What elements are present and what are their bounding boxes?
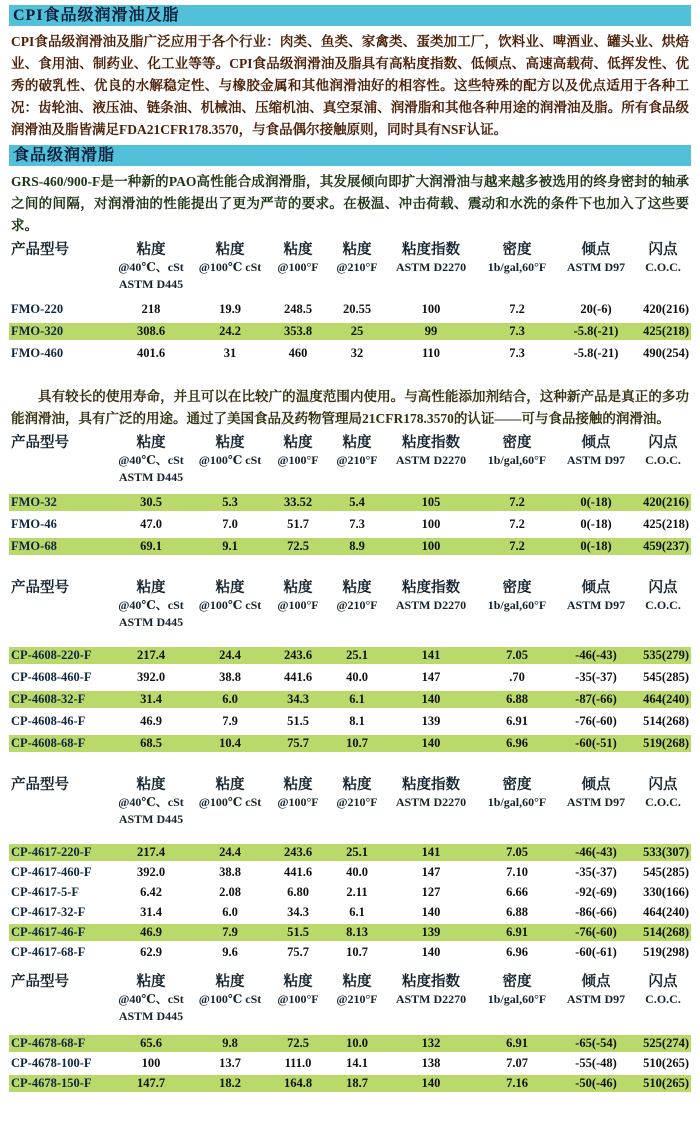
- table-cell: 7.2: [509, 539, 525, 553]
- table-cell: 6.1: [349, 905, 365, 919]
- table-cell: 140: [421, 1076, 441, 1090]
- column-header: 粘度 @100℃ cSt: [198, 974, 262, 1006]
- table-cell: 32: [350, 346, 364, 360]
- table-cell: 138: [421, 1056, 441, 1070]
- product-model-cell: CP-4617-220-F: [11, 845, 92, 859]
- table-cell: 13.7: [219, 1056, 241, 1070]
- table-row: [9, 669, 691, 686]
- table-cell: 20.55: [342, 302, 372, 316]
- product-model-cell: CP-4678-68-F: [11, 1036, 86, 1050]
- column-header: 粘度 @100℃ cSt: [198, 435, 262, 467]
- product-model-cell: CP-4617-460-F: [11, 865, 92, 879]
- table-cell: 441.6: [283, 670, 313, 684]
- product-model-cell: CP-4608-460-F: [11, 670, 92, 684]
- table-cell: 510(265): [643, 1056, 689, 1070]
- table-cell: 105: [421, 495, 441, 509]
- table-cell: -46(-43): [575, 845, 617, 859]
- table-cell: 72.5: [287, 539, 309, 553]
- fmo-heavy-table: [9, 241, 691, 362]
- table-cell: 248.5: [283, 302, 313, 316]
- table-cell: 9.8: [222, 1036, 238, 1050]
- table-cell: 460: [288, 346, 308, 360]
- table-cell: 6.91: [506, 714, 528, 728]
- table-cell: 18.7: [346, 1076, 368, 1090]
- table-cell: 514(268): [643, 925, 689, 939]
- table-header-row: [9, 776, 691, 828]
- table-cell: 6.1: [349, 692, 365, 706]
- column-header: 产品型号: [11, 974, 69, 990]
- column-header: 粘度 @100°F: [277, 777, 319, 809]
- table-cell: 68.5: [140, 736, 162, 750]
- column-header: 粘度指数 ASTM D2270: [395, 974, 467, 1006]
- product-model-cell: FMO-320: [11, 324, 64, 338]
- product-model-cell: FMO-220: [11, 302, 64, 316]
- column-header: 倾点 ASTM D97: [566, 580, 626, 612]
- table-row: [9, 904, 691, 921]
- table-cell: 110: [421, 346, 441, 360]
- table-row: [9, 516, 691, 533]
- table-cell: 7.9: [222, 714, 238, 728]
- table-row: [9, 647, 691, 664]
- product-model-cell: CP-4617-32-F: [11, 905, 86, 919]
- table-cell: 164.8: [283, 1076, 313, 1090]
- table-cell: 31: [223, 346, 237, 360]
- product-model-cell: FMO-460: [11, 346, 64, 360]
- table-cell: -65(-54): [575, 1036, 617, 1050]
- table-cell: 9.6: [222, 945, 238, 959]
- table-cell: 147: [421, 670, 441, 684]
- column-header: 粘度 @100°F: [277, 580, 319, 612]
- column-header: 粘度 @210°F: [336, 435, 378, 467]
- table-cell: 514(268): [643, 714, 689, 728]
- table-cell: 7.10: [506, 865, 528, 879]
- table-cell: -86(-66): [575, 905, 617, 919]
- section-header-oils-title: CPI食品级润滑油及脂: [13, 7, 180, 24]
- table-cell: 401.6: [136, 346, 166, 360]
- table-header-row: [9, 434, 691, 486]
- product-model-cell: CP-4678-150-F: [11, 1076, 92, 1090]
- section-header-grease: [9, 145, 691, 166]
- table-cell: 545(285): [643, 670, 689, 684]
- table-cell: 100: [141, 1056, 161, 1070]
- table-row: [9, 538, 691, 555]
- table-cell: -76(-60): [575, 925, 617, 939]
- table-cell: 65.6: [140, 1036, 162, 1050]
- table-cell: 7.2: [509, 302, 525, 316]
- table-cell: 392.0: [136, 865, 166, 879]
- column-header: 粘度 @100℃ cSt: [198, 580, 262, 612]
- table-cell: 9.1: [222, 539, 238, 553]
- table-row: [9, 944, 691, 961]
- table-cell: 7.9: [222, 925, 238, 939]
- table-cell: 6.88: [506, 692, 528, 706]
- product-model-cell: FMO-32: [11, 495, 57, 509]
- table-cell: 6.0: [222, 692, 238, 706]
- table-cell: 10.4: [219, 736, 241, 750]
- table-cell: 40.0: [346, 865, 368, 879]
- table-cell: 75.7: [287, 945, 309, 959]
- table-cell: 25.1: [346, 845, 368, 859]
- table-cell: 100: [421, 539, 441, 553]
- table-row: [9, 301, 691, 318]
- table-cell: 10.7: [346, 736, 368, 750]
- column-header: 粘度 @210°F: [336, 242, 378, 274]
- column-header: 粘度 @100°F: [277, 435, 319, 467]
- table-cell: 100: [421, 302, 441, 316]
- table-cell: 147: [421, 865, 441, 879]
- table-cell: 510(265): [643, 1076, 689, 1090]
- table-cell: 141: [421, 845, 441, 859]
- table-cell: 5.4: [349, 495, 365, 509]
- table-row: [9, 1035, 691, 1052]
- table-cell: 525(274): [643, 1036, 689, 1050]
- table-cell: 38.8: [219, 865, 241, 879]
- table-cell: 7.3: [509, 324, 525, 338]
- table-cell: 6.66: [506, 885, 528, 899]
- table-cell: 139: [421, 714, 441, 728]
- table-cell: 111.0: [284, 1056, 312, 1070]
- table-row: [9, 345, 691, 362]
- table-cell: 535(279): [643, 648, 689, 662]
- column-header: 倾点 ASTM D97: [566, 974, 626, 1006]
- column-header: 产品型号: [11, 242, 69, 258]
- table-cell: 7.16: [506, 1076, 528, 1090]
- table-header-row: [9, 973, 691, 1025]
- table-header-row: [9, 241, 691, 293]
- product-model-cell: CP-4608-68-F: [11, 736, 86, 750]
- table-cell: 25.1: [346, 648, 368, 662]
- table-cell: -5.8(-21): [573, 324, 619, 338]
- table-cell: 30.5: [140, 495, 162, 509]
- table-row: [9, 735, 691, 752]
- table-row: [9, 1075, 691, 1092]
- column-header: 粘度指数 ASTM D2270: [395, 242, 467, 274]
- table-cell: 7.2: [509, 495, 525, 509]
- table-cell: 34.3: [287, 905, 309, 919]
- table-row: [9, 844, 691, 861]
- column-header: 粘度 @100℃ cSt: [198, 777, 262, 809]
- column-header: 闪点 C.O.C.: [645, 242, 681, 274]
- column-header: 粘度 @40℃、cSt ASTM D445: [118, 974, 184, 1023]
- column-header: 粘度 @40℃、cSt ASTM D445: [118, 435, 184, 484]
- table-cell: 7.05: [506, 845, 528, 859]
- column-header: 倾点 ASTM D97: [566, 777, 626, 809]
- table-cell: 6.0: [222, 905, 238, 919]
- table-cell: 464(240): [643, 905, 689, 919]
- table-cell: 62.9: [140, 945, 162, 959]
- table-cell: 330(166): [643, 885, 689, 899]
- table-cell: 38.8: [219, 670, 241, 684]
- table-cell: 7.05: [506, 648, 528, 662]
- product-model-cell: FMO-68: [11, 539, 57, 553]
- table-row: [9, 884, 691, 901]
- table-cell: -76(-60): [575, 714, 617, 728]
- table-cell: 420(216): [643, 302, 689, 316]
- table-cell: 6.91: [506, 1036, 528, 1050]
- table-cell: 51.5: [287, 714, 309, 728]
- table-cell: 6.80: [287, 885, 309, 899]
- table-cell: 140: [421, 945, 441, 959]
- table-header-row: [9, 579, 691, 631]
- table-cell: 425(218): [643, 324, 689, 338]
- column-header: 粘度 @40℃、cSt ASTM D445: [118, 580, 184, 629]
- table-cell: 6.42: [140, 885, 162, 899]
- table-cell: 140: [421, 692, 441, 706]
- column-header: 密度 1b/gal,60°F: [487, 580, 547, 612]
- cp4617-table: [9, 776, 691, 961]
- table-cell: 0(-18): [580, 539, 612, 553]
- cp4608-table: [9, 579, 691, 752]
- table-cell: 127: [421, 885, 441, 899]
- table-cell: 25: [350, 324, 364, 338]
- table-cell: 19.9: [219, 302, 241, 316]
- table-row: [9, 864, 691, 881]
- table-row: [9, 1055, 691, 1072]
- column-header: 闪点 C.O.C.: [645, 435, 681, 467]
- table-cell: 51.5: [287, 925, 309, 939]
- table-cell: 147.7: [136, 1076, 166, 1090]
- table-cell: 31.4: [140, 905, 162, 919]
- column-header: 倾点 ASTM D97: [566, 242, 626, 274]
- table-cell: 18.2: [219, 1076, 241, 1090]
- table-cell: -60(-61): [575, 945, 617, 959]
- section-header-oils: [9, 5, 691, 26]
- table-cell: 34.3: [287, 692, 309, 706]
- column-header: 倾点 ASTM D97: [566, 435, 626, 467]
- table-row: [9, 323, 691, 340]
- usage-paragraph: 具有较长的使用寿命，并且可以在比较广的温度范围内使用。与高性能添加剂结合，这种新产品是真正的多功能润滑油，具有广泛的用途。通过了美国食品及药物管理局21CFR178.3570的认证——可与食品接触的润滑油。: [11, 389, 689, 426]
- column-header: 粘度指数 ASTM D2270: [395, 580, 467, 612]
- column-header: 闪点 C.O.C.: [645, 974, 681, 1006]
- table-cell: 519(298): [643, 945, 689, 959]
- table-cell: 31.4: [140, 692, 162, 706]
- table-cell: 24.4: [219, 845, 241, 859]
- table-cell: 5.3: [222, 495, 238, 509]
- table-row: [9, 691, 691, 708]
- table-cell: .70: [509, 670, 525, 684]
- table-cell: 243.6: [283, 648, 313, 662]
- table-cell: 139: [421, 925, 441, 939]
- intro-paragraph: CPI食品级润滑油及脂广泛应用于各个行业：肉类、鱼类、家禽类、蛋类加工厂，饮料业、啤酒业、罐头业、烘焙业、食用油、制药业、化工业等等。CPI食品级润滑油及脂具有高粘度指数、低倾点、高速高载荷、低挥发性、优秀的破乳性、优良的水解稳定性、与橡胶金属和其他润滑油好的相容性。这些特殊的配方以及优点适用于各种工况：齿轮油、液压油、链条油、机械油、压缩机油、真空泵浦、润滑脂和其他各种用途的润滑油及脂。所有食品级润滑油及脂皆满足FDA21CFR178.3570，与食品偶尔接触原则，同时具有NSF认证。: [11, 34, 689, 137]
- table-cell: 140: [421, 905, 441, 919]
- table-cell: 243.6: [283, 845, 313, 859]
- table-cell: 308.6: [136, 324, 166, 338]
- table-cell: 100: [421, 517, 441, 531]
- table-cell: 459(237): [643, 539, 689, 553]
- product-model-cell: CP-4617-46-F: [11, 925, 86, 939]
- table-cell: -55(-48): [575, 1056, 617, 1070]
- table-row: [9, 494, 691, 511]
- table-cell: 6.96: [506, 736, 528, 750]
- cp4678-table: [9, 973, 691, 1092]
- table-cell: 69.1: [140, 539, 162, 553]
- table-cell: 24.4: [219, 648, 241, 662]
- column-header: 粘度 @100°F: [277, 974, 319, 1006]
- table-cell: 519(268): [643, 736, 689, 750]
- column-header: 粘度 @100℃ cSt: [198, 242, 262, 274]
- grease-description-paragraph: GRS-460/900-F是一种新的PAO高性能合成润滑脂，其发展倾向即扩大润滑油与越来越多被选用的终身密封的轴承之间的间隔，对润滑油的性能提出了更为严苛的要求。在极温、冲击荷载、震动和水洗的条件下也加入了这些要求。: [11, 174, 689, 233]
- product-model-cell: CP-4608-46-F: [11, 714, 86, 728]
- column-header: 闪点 C.O.C.: [645, 777, 681, 809]
- table-cell: 47.0: [140, 517, 162, 531]
- table-cell: -5.8(-21): [573, 346, 619, 360]
- product-model-cell: CP-4608-220-F: [11, 648, 92, 662]
- table-cell: 46.9: [140, 714, 162, 728]
- column-header: 粘度指数 ASTM D2270: [395, 777, 467, 809]
- column-header: 产品型号: [11, 580, 69, 596]
- table-cell: 420(216): [643, 495, 689, 509]
- table-cell: 14.1: [346, 1056, 368, 1070]
- table-cell: 0(-18): [580, 517, 612, 531]
- column-header: 粘度 @100°F: [277, 242, 319, 274]
- table-cell: 7.3: [349, 517, 365, 531]
- table-cell: 132: [421, 1036, 441, 1050]
- product-model-cell: CP-4608-32-F: [11, 692, 86, 706]
- table-cell: 6.88: [506, 905, 528, 919]
- section-header-grease-title: 食品级润滑脂: [13, 147, 116, 164]
- table-cell: 10.7: [346, 945, 368, 959]
- table-cell: 7.3: [509, 346, 525, 360]
- table-cell: 7.2: [509, 517, 525, 531]
- table-cell: 10.0: [346, 1036, 368, 1050]
- table-cell: -92(-69): [575, 885, 617, 899]
- fmo-light-table: [9, 434, 691, 555]
- product-model-cell: CP-4617-68-F: [11, 945, 86, 959]
- table-cell: 24.2: [219, 324, 241, 338]
- table-cell: 8.13: [346, 925, 368, 939]
- table-cell: 2.08: [219, 885, 241, 899]
- column-header: 产品型号: [11, 435, 69, 451]
- table-cell: 533(307): [643, 845, 689, 859]
- table-cell: 217.4: [136, 845, 166, 859]
- table-cell: 490(254): [643, 346, 689, 360]
- table-cell: -60(-51): [575, 736, 617, 750]
- table-cell: -50(-46): [575, 1076, 617, 1090]
- table-cell: 51.7: [287, 517, 309, 531]
- table-cell: -35(-37): [575, 670, 617, 684]
- column-header: 粘度指数 ASTM D2270: [395, 435, 467, 467]
- table-cell: 20(-6): [580, 302, 612, 316]
- column-header: 密度 1b/gal,60°F: [487, 974, 547, 1006]
- product-model-cell: CP-4678-100-F: [11, 1056, 92, 1070]
- column-header: 闪点 C.O.C.: [645, 580, 681, 612]
- table-cell: 6.96: [506, 945, 528, 959]
- table-cell: 217.4: [136, 648, 166, 662]
- column-header: 粘度 @40℃、cSt ASTM D445: [118, 777, 184, 826]
- column-header: 产品型号: [11, 777, 69, 793]
- table-cell: -46(-43): [575, 648, 617, 662]
- column-header: 密度 1b/gal,60°F: [487, 435, 547, 467]
- table-cell: 8.1: [349, 714, 365, 728]
- table-cell: 425(218): [643, 517, 689, 531]
- column-header: 密度 1b/gal,60°F: [487, 777, 547, 809]
- column-header: 密度 1b/gal,60°F: [487, 242, 547, 274]
- table-cell: 441.6: [283, 865, 313, 879]
- table-cell: -87(-66): [575, 692, 617, 706]
- table-cell: 6.91: [506, 925, 528, 939]
- column-header: 粘度 @210°F: [336, 974, 378, 1006]
- table-cell: 0(-18): [580, 495, 612, 509]
- table-cell: 2.11: [346, 885, 368, 899]
- table-cell: 8.9: [349, 539, 365, 553]
- column-header: 粘度 @210°F: [336, 777, 378, 809]
- table-cell: 545(285): [643, 865, 689, 879]
- table-row: [9, 924, 691, 941]
- column-header: 粘度 @40℃、cSt ASTM D445: [118, 242, 184, 291]
- table-cell: 464(240): [643, 692, 689, 706]
- table-cell: 72.5: [287, 1036, 309, 1050]
- table-cell: 141: [421, 648, 441, 662]
- table-cell: 7.07: [506, 1056, 528, 1070]
- table-cell: 7.0: [222, 517, 238, 531]
- table-cell: 218: [141, 302, 161, 316]
- table-cell: 46.9: [140, 925, 162, 939]
- table-cell: 33.52: [283, 495, 313, 509]
- table-cell: 392.0: [136, 670, 166, 684]
- table-cell: 353.8: [283, 324, 313, 338]
- table-cell: 99: [424, 324, 438, 338]
- table-cell: 40.0: [346, 670, 368, 684]
- table-cell: 75.7: [287, 736, 309, 750]
- column-header: 粘度 @210°F: [336, 580, 378, 612]
- table-cell: -35(-37): [575, 865, 617, 879]
- product-model-cell: CP-4617-5-F: [11, 885, 80, 899]
- product-model-cell: FMO-46: [11, 517, 57, 531]
- table-row: [9, 713, 691, 730]
- table-cell: 140: [421, 736, 441, 750]
